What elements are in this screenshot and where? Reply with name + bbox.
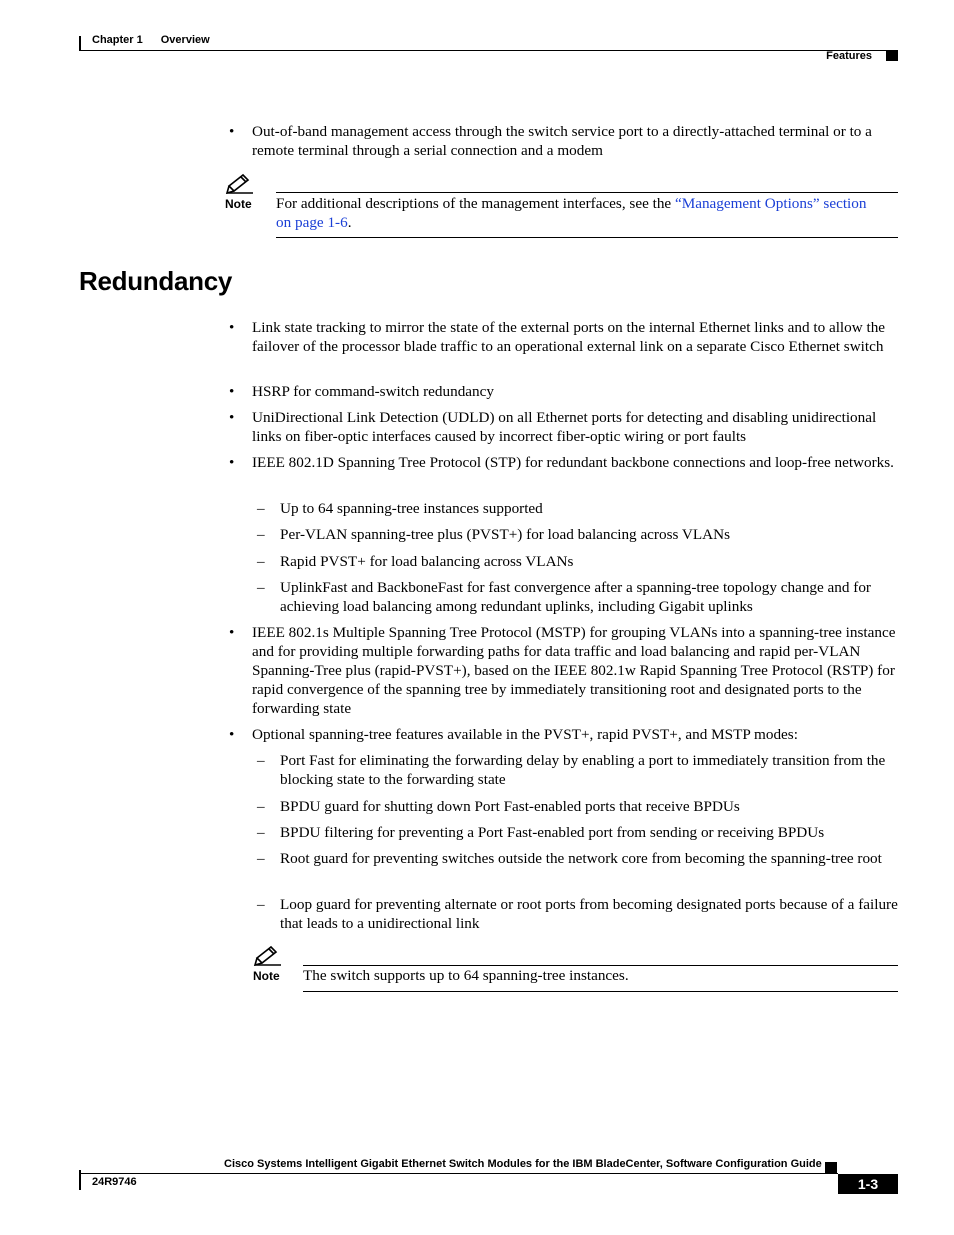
list-item-text: IEEE 802.1s Multiple Spanning Tree Protocol (MSTP) for grouping VLANs into a spanning-tree instance and for providing multiple forwarding paths for data traffic and load balancing and rapid per-VLAN Spanning-Tree plus (rapid-PVST+), based on the IEEE 802.1w Rapid Spanning Tree Protocol (RSTP) for rapid convergence of the spanning tree by immediately transitioning root and designated ports to the forwarding state — [252, 624, 896, 717]
sub-list-item-text: BPDU filtering for preventing a Port Fast-enabled port from sending or receiving BPDUs — [280, 824, 825, 841]
management-options-link[interactable]: “Management Options” section on page 1-6 — [276, 195, 867, 231]
dash-glyph: – — [257, 553, 265, 570]
running-header-chapter — [92, 34, 210, 46]
header-rule — [79, 50, 898, 51]
dash-glyph: – — [257, 850, 265, 867]
bullet-glyph: • — [229, 123, 235, 140]
list-item-text: Link state tracking to mirror the state of the external ports on the internal Ethernet links and to allow the failover of the processor blade traffic to an operational external link on a separate Cisco Ethernet switch — [252, 319, 886, 355]
sub-list-item-text: Up to 64 spanning-tree instances supported — [280, 500, 543, 517]
note-label: Note — [225, 197, 252, 211]
dash-glyph: – — [257, 824, 265, 841]
bullet-glyph: • — [229, 454, 235, 471]
bullet-glyph: • — [229, 726, 235, 743]
bullet-glyph: • — [229, 383, 235, 400]
section-heading: Redundancy — [79, 266, 233, 296]
list-item-text: UniDirectional Link Detection (UDLD) on all Ethernet ports for detecting and disabling unidirectional links on fiber-optic interfaces caused by incorrect fiber-optic wiring or port faults — [252, 409, 877, 445]
dash-glyph: – — [257, 579, 265, 596]
note-text — [276, 195, 876, 232]
list-item-text: Out-of-band management access through the switch service port to a directly-attached terminal or to a remote terminal through a serial connection and a modem — [252, 123, 872, 159]
dash-glyph: – — [257, 526, 265, 543]
sub-list-item-text: Loop guard for preventing alternate or root ports from becoming designated ports because of a failure that leads to a unidirectional link — [280, 896, 898, 932]
list-item-text: IEEE 802.1D Spanning Tree Protocol (STP) for redundant backbone connections and loop-free networks. — [252, 454, 894, 471]
footer-title: Cisco Systems Intelligent Gigabit Ethernet Switch Modules for the IBM BladeCenter, Software Configuration Guide — [224, 1158, 822, 1170]
footer-rule — [79, 1173, 838, 1174]
running-header-section: Features — [826, 50, 872, 62]
list-item-text: Optional spanning-tree features available in the PVST+, rapid PVST+, and MSTP modes: — [252, 726, 798, 743]
chapter-number: Chapter 1 — [92, 34, 143, 46]
sub-list-item-text: Root guard for preventing switches outside the network core from becoming the spanning-tree root — [280, 850, 882, 867]
header-marker — [886, 51, 898, 61]
sub-list-item-text: UplinkFast and BackboneFast for fast convergence after a spanning-tree topology change and for achieving load balancing among redundant uplinks, including Gigabit uplinks — [280, 579, 871, 615]
note-top-rule — [303, 965, 898, 966]
page-number: 1-3 — [838, 1174, 898, 1194]
dash-glyph: – — [257, 798, 265, 815]
sub-list-item-text: Port Fast for eliminating the forwarding delay by enabling a port to immediately transition from the blocking state to the forwarding state — [280, 752, 886, 788]
list-item-text: HSRP for command-switch redundancy — [252, 383, 494, 400]
header-bar — [79, 36, 81, 50]
bullet-glyph: • — [229, 319, 235, 336]
note-pencil-icon — [225, 172, 255, 194]
bullet-glyph: • — [229, 409, 235, 426]
note-label: Note — [253, 969, 280, 983]
dash-glyph: – — [257, 896, 265, 913]
dash-glyph: – — [257, 752, 265, 769]
note-bottom-rule — [303, 991, 898, 992]
note-text-tail: . — [347, 213, 352, 231]
dash-glyph: – — [257, 500, 265, 517]
note-text: The switch supports up to 64 spanning-tree instances. — [303, 967, 629, 984]
note-top-rule — [276, 192, 898, 193]
sub-list-item-text: Rapid PVST+ for load balancing across VLANs — [280, 553, 574, 570]
sub-list-item-text: Per-VLAN spanning-tree plus (PVST+) for load balancing across VLANs — [280, 526, 731, 543]
bullet-glyph: • — [229, 624, 235, 641]
note-bottom-rule — [276, 237, 898, 238]
sub-list-item-text: BPDU guard for shutting down Port Fast-enabled ports that receive BPDUs — [280, 798, 740, 815]
note-pencil-icon — [253, 944, 283, 966]
chapter-title: Overview — [160, 34, 210, 46]
footer-doc-number: 24R9746 — [92, 1176, 137, 1188]
note-text-lead: For additional descriptions of the management interfaces, see the — [276, 195, 675, 212]
